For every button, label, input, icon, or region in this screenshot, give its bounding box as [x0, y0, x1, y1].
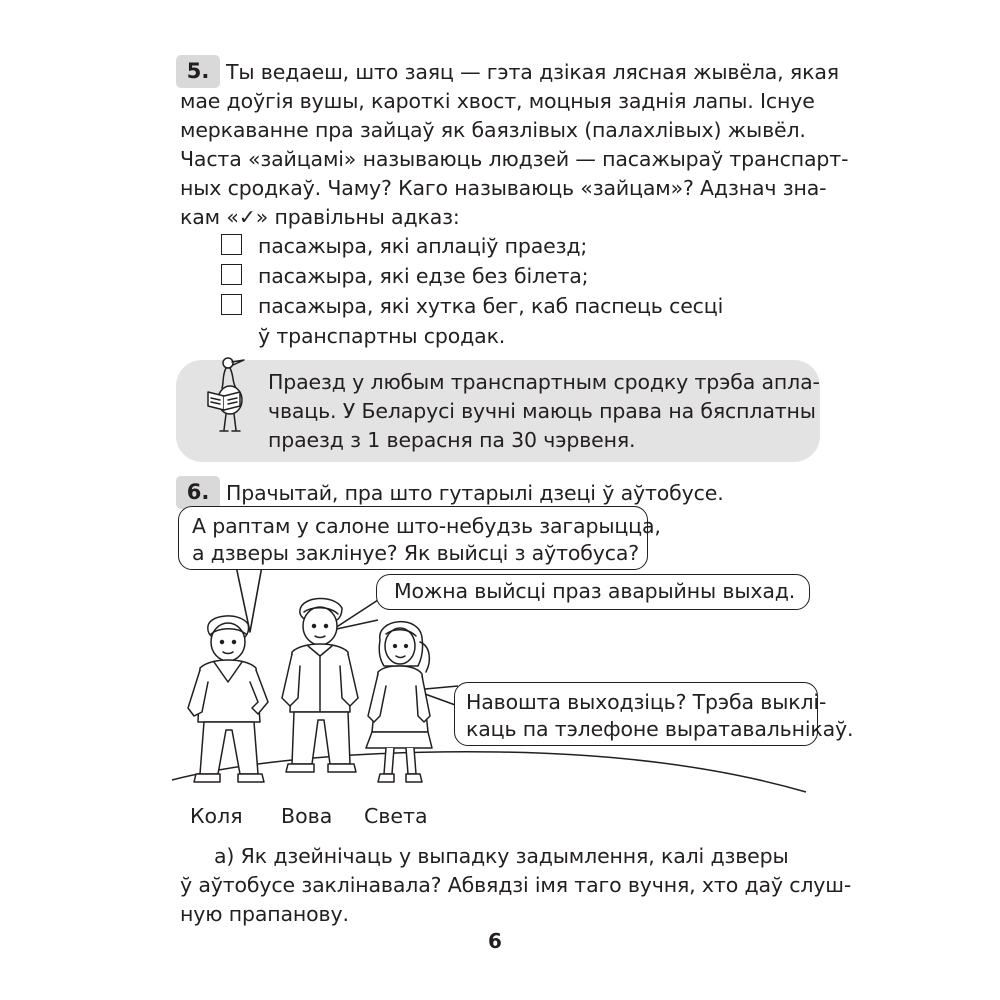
note-line-2: чваць. У Беларусі вучні маюць права на бясплатны: [268, 399, 816, 423]
answer-option-3-continuation: ў транспартны сродак.: [258, 324, 506, 348]
name-vova[interactable]: Вова: [281, 804, 333, 828]
kolya-speech-line-1: А раптам у салоне што-небудзь загарыцца,: [192, 514, 661, 538]
answer-checkbox-3[interactable]: [221, 294, 242, 315]
vova-speech-line: Можна выйсці праз аварыйны выхад.: [394, 579, 796, 603]
task-5-text-line-3: меркаванне пра зайцаў як баязлівых (палахлівых) жывёл.: [180, 118, 806, 142]
answer-option-2: пасажыра, які едзе без білета;: [258, 264, 589, 288]
task-5-text-line-4: Часта «зайцамі» называюць людзей — пасажыраў транспарт-: [180, 147, 849, 171]
name-kolya[interactable]: Коля: [190, 804, 243, 828]
sveta-speech-line-2: каць па тэлефоне выратавальнікаў.: [466, 717, 854, 741]
task-5-number: 5.: [176, 55, 220, 88]
answer-checkbox-1[interactable]: [221, 234, 242, 255]
kolya-speech-line-2: а дзверы заклінуе? Як выйсці з аўтобуса?: [192, 541, 640, 565]
page-number: 6: [488, 929, 502, 953]
task-5-text-line-1: Ты ведаеш, што заяц — гэта дзікая лясная жывёла, якая: [226, 60, 839, 84]
task-6-text: Прачытай, пра што гутарылі дзеці ў аўтобусе.: [226, 481, 724, 505]
task-5-text-line-6: кам «✓» правільны адказ:: [180, 205, 460, 229]
name-sveta[interactable]: Света: [364, 804, 428, 828]
question-line-1: а) Як дзейнічаць у выпадку задымлення, калі дзверы: [214, 844, 789, 868]
answer-checkbox-2[interactable]: [221, 264, 242, 285]
answer-option-3: пасажыра, які хутка бег, каб паспець сесці: [258, 294, 724, 318]
note-line-1: Праезд у любым транспартным сродку трэба апла-: [268, 370, 820, 394]
sveta-speech-line-1: Навошта выходзіць? Трэба выклі-: [466, 690, 827, 714]
answer-option-1: пасажыра, які аплаціў праезд;: [258, 234, 588, 258]
task-6-number: 6.: [176, 476, 220, 509]
task-5-text-line-2: мае доўгія вушы, кароткі хвост, моцныя заднія лапы. Існуе: [180, 89, 815, 113]
note-line-3: праезд з 1 верасня па 30 чэрвеня.: [268, 428, 636, 452]
question-line-3: ную прапанову.: [180, 902, 349, 926]
sveta-girl-illustration: [358, 612, 448, 792]
task-5-text-line-5: ных сродкаў. Чаму? Каго называюць «зайцам»? Адзнач зна-: [180, 176, 827, 200]
stork-reading-book-icon: [200, 354, 260, 434]
question-line-2: ў аўтобусе заклінавала? Абвядзі імя таго вучня, хто даў слуш-: [180, 873, 852, 897]
